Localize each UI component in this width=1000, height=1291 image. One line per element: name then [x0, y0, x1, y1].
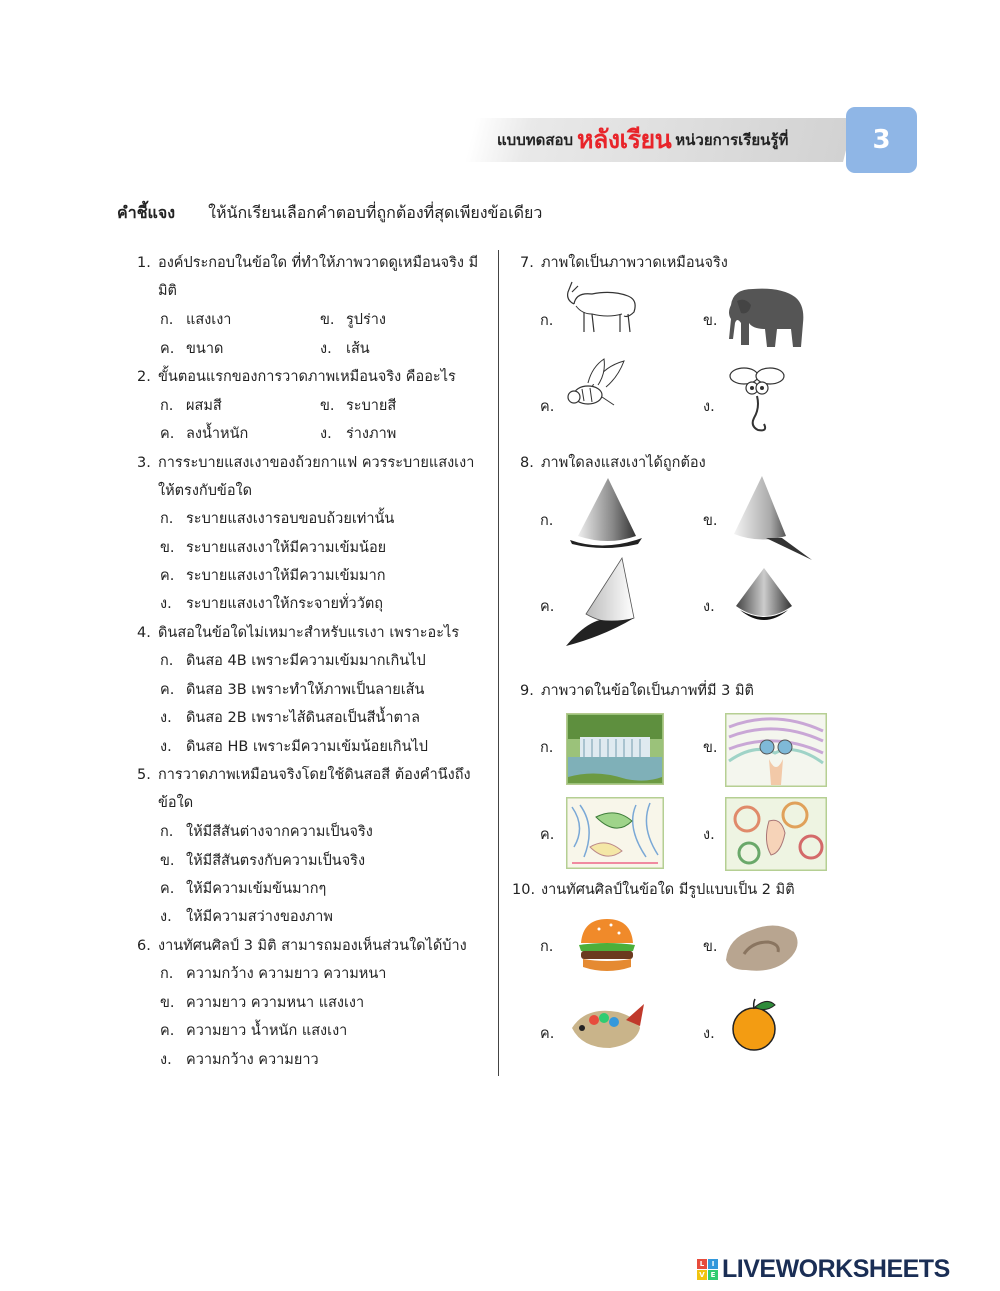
question-number: 7.: [520, 255, 534, 271]
option-q7-b-label[interactable]: ข.: [703, 313, 718, 329]
option-text: ผสมสี: [186, 398, 222, 414]
option-q10-d-label[interactable]: ง.: [703, 1026, 715, 1042]
option-q2-c[interactable]: [160, 420, 248, 448]
clay-fish-image[interactable]: [566, 998, 646, 1054]
question-text: ภาพใดลงแสงเงาได้ถูกต้อง: [541, 455, 706, 471]
question-text: [158, 932, 467, 960]
bee-cartoon-image[interactable]: [562, 357, 638, 419]
option-text: ลงน้ำหนัก: [186, 426, 249, 442]
option-q10-a-label[interactable]: ก.: [540, 939, 554, 955]
option-q6-c[interactable]: [160, 1017, 347, 1045]
liveworksheets-logo: [697, 1254, 950, 1284]
option-label: ข.: [320, 312, 335, 328]
question-text: ภาพวาดในข้อใดเป็นภาพที่มี 3 มิติ: [541, 683, 754, 699]
option-q9-b-label[interactable]: ข.: [703, 740, 718, 756]
question-number: 2.: [137, 369, 151, 385]
question-number: 9.: [520, 683, 534, 699]
option-text: เส้น: [346, 341, 370, 357]
animal-sketch-image[interactable]: [562, 278, 646, 338]
option-text: ระบายแสงเงาให้มีความเข้มน้อย: [186, 540, 387, 556]
option-text: ความยาว น้ำหนัก แสงเงา: [186, 1023, 348, 1039]
option-label: ก.: [160, 653, 174, 669]
question-line: ข้อใด: [158, 795, 194, 811]
option-q4-b[interactable]: [160, 676, 424, 704]
option-text: ความยาว ความหนา แสงเงา: [186, 995, 365, 1011]
question-line: ขั้นตอนแรกของการวาดภาพเหมือนจริง คืออะไร: [158, 369, 456, 385]
option-text: ความกว้าง ความยาว ความหนา: [186, 966, 387, 982]
question-text: [158, 249, 478, 305]
option-q6-b[interactable]: [160, 989, 364, 1017]
option-q2-a[interactable]: [160, 392, 222, 420]
option-q10-c-label[interactable]: ค.: [540, 1026, 555, 1042]
cone-shading-b-image[interactable]: [726, 474, 816, 564]
option-q8-d-label[interactable]: ง.: [703, 599, 715, 615]
option-text: รูปร่าง: [346, 312, 387, 328]
instruction-text: ให้นักเรียนเลือกคำตอบที่ถูกต้องที่สุดเพียงข้อเดียว: [208, 203, 543, 222]
question-text: [158, 363, 456, 391]
option-q2-b[interactable]: [320, 392, 396, 420]
header-title: [497, 118, 847, 162]
question-line: การระบายแสงเงาของถ้วยกาแฟ ควรระบายแสงเงา: [158, 455, 475, 471]
question-line: งานทัศนศิลป์ 3 มิติ สามารถมองเห็นส่วนใดได้บ้าง: [158, 938, 467, 954]
option-q5-a[interactable]: [160, 818, 373, 846]
unit-number-badge: 3: [846, 107, 917, 173]
cone-shading-a-image[interactable]: [564, 476, 644, 548]
question-text: ภาพใดเป็นภาพวาดเหมือนจริง: [541, 255, 728, 271]
option-text: ให้มีสีสันต่างจากความเป็นจริง: [186, 824, 373, 840]
instruction: [117, 201, 542, 226]
option-text: ให้มีความสว่างของภาพ: [186, 909, 333, 925]
option-q7-c-label[interactable]: ค.: [540, 399, 555, 415]
option-label: ง.: [320, 341, 332, 357]
brand-name: LIVEWORKSHEETS: [722, 1254, 950, 1283]
question-number: 8.: [520, 455, 534, 471]
pattern-line-art-image[interactable]: [566, 797, 664, 869]
logo-letter: L: [697, 1259, 707, 1269]
option-text: ดินสอ 4B เพราะมีความเข้มมากเกินไป: [186, 653, 426, 669]
orange-drawing-image[interactable]: [727, 997, 781, 1053]
option-q8-c-label[interactable]: ค.: [540, 599, 555, 615]
option-label: ง.: [160, 596, 172, 612]
option-label: ก.: [160, 824, 174, 840]
clay-swirl-image[interactable]: [722, 918, 802, 976]
column-divider: [498, 250, 499, 1076]
option-q7-d-label[interactable]: ง.: [703, 399, 715, 415]
waterfall-painting-image[interactable]: [566, 713, 664, 785]
question-number: 6.: [137, 938, 151, 954]
option-label: ค.: [160, 426, 175, 442]
option-q1-d[interactable]: [320, 335, 370, 363]
option-q8-a-label[interactable]: ก.: [540, 513, 554, 529]
question-number: 5.: [137, 767, 151, 783]
question-text: [158, 449, 474, 505]
option-text: ดินสอ HB เพราะมีความเข้มน้อยเกินไป: [186, 739, 428, 755]
option-q1-a[interactable]: [160, 306, 231, 334]
question-text: งานทัศนศิลป์ในข้อใด มีรูปแบบเป็น 2 มิติ: [541, 882, 795, 898]
option-label: ค.: [160, 682, 175, 698]
option-q9-a-label[interactable]: ก.: [540, 740, 554, 756]
option-label: ง.: [160, 739, 172, 755]
option-text: ระบายสี: [346, 398, 397, 414]
option-q3-a[interactable]: [160, 505, 394, 533]
option-q9-c-label[interactable]: ค.: [540, 827, 555, 843]
option-q4-c[interactable]: [160, 704, 420, 732]
cone-shading-c-image[interactable]: [564, 556, 644, 650]
option-text: ให้มีสีสันตรงกับความเป็นจริง: [186, 853, 366, 869]
logo-letter: I: [708, 1259, 718, 1269]
option-q2-d[interactable]: [320, 420, 396, 448]
logo-letter: E: [708, 1270, 718, 1280]
option-text: แสงเงา: [186, 312, 232, 328]
question-number: 10.: [512, 882, 536, 898]
option-q4-d[interactable]: [160, 733, 428, 761]
dragonfly-cartoon-image[interactable]: [724, 362, 790, 434]
option-label: ค.: [160, 341, 175, 357]
option-q1-c[interactable]: [160, 335, 223, 363]
option-text: ระบายแสงเงาให้มีความเข้มมาก: [186, 568, 386, 584]
option-q5-c[interactable]: [160, 875, 326, 903]
option-label: ก.: [160, 511, 174, 527]
question-text: [158, 619, 459, 647]
question-text: [158, 761, 471, 817]
question-line: ดินสอในข้อใดไม่เหมาะสำหรับแรเงา เพราะอะไร: [158, 625, 460, 641]
option-q3-d[interactable]: [160, 590, 383, 618]
option-text: ความกว้าง ความยาว: [186, 1052, 319, 1068]
option-label: ค.: [160, 568, 175, 584]
option-label: ง.: [160, 909, 172, 925]
option-q6-a[interactable]: [160, 960, 386, 988]
option-q5-b[interactable]: [160, 847, 365, 875]
option-label: ข.: [320, 398, 335, 414]
option-label: ค.: [160, 1023, 175, 1039]
option-label: ก.: [160, 966, 174, 982]
elephant-image[interactable]: [723, 283, 809, 353]
question-number: 3.: [137, 455, 151, 471]
option-text: ระบายแสงเงาให้กระจายทั่ววัตถุ: [186, 596, 384, 612]
option-text: ดินสอ 3B เพราะทำให้ภาพเป็นลายเส้น: [186, 682, 425, 698]
question-line: มิติ: [158, 283, 177, 299]
instruction-label: คำชี้แจง: [117, 203, 176, 222]
option-q4-a[interactable]: [160, 647, 426, 675]
option-text: ดินสอ 2B เพราะไส้ดินสอเป็นสีน้ำตาล: [186, 710, 420, 726]
question-line: การวาดภาพเหมือนจริงโดยใช้ดินสอสี ต้องคำนึงถึง: [158, 767, 471, 783]
header-suffix: หน่วยการเรียนรู้ที่: [675, 131, 789, 149]
option-q3-c[interactable]: [160, 562, 386, 590]
option-text: ขนาด: [186, 341, 224, 357]
option-q7-a-label[interactable]: ก.: [540, 313, 554, 329]
option-q1-b[interactable]: [320, 306, 386, 334]
option-label: ข.: [160, 853, 175, 869]
header-prefix: แบบทดสอบ: [497, 131, 574, 149]
option-q10-b-label[interactable]: ข.: [703, 939, 718, 955]
option-label: ค.: [160, 881, 175, 897]
option-label: ง.: [160, 710, 172, 726]
option-label: ง.: [320, 426, 332, 442]
option-text: ระบายแสงเงารอบขอบถ้วยเท่านั้น: [186, 511, 395, 527]
option-q8-b-label[interactable]: ข.: [703, 513, 718, 529]
fantasy-face-drawing-image[interactable]: [725, 713, 827, 787]
option-q5-d[interactable]: [160, 903, 333, 931]
logo-grid-icon: [697, 1259, 718, 1280]
option-text: ให้มีความเข้มข้นมากๆ: [186, 881, 327, 897]
option-label: ข.: [160, 995, 175, 1011]
option-label: ก.: [160, 398, 174, 414]
option-q3-b[interactable]: [160, 534, 386, 562]
question-number: 1.: [137, 255, 151, 271]
option-label: ก.: [160, 312, 174, 328]
option-text: ร่างภาพ: [346, 426, 397, 442]
question-number: 4.: [137, 625, 151, 641]
clay-burger-image[interactable]: [575, 915, 639, 977]
cone-shading-d-image[interactable]: [730, 566, 800, 626]
option-q6-d[interactable]: [160, 1046, 319, 1074]
header-highlight: หลังเรียน: [577, 125, 672, 154]
question-line: ให้ตรงกับข้อใด: [158, 483, 253, 499]
question-line: องค์ประกอบในข้อใด ที่ทำให้ภาพวาดดูเหมือนจริง มี: [158, 255, 479, 271]
logo-letter: V: [697, 1270, 707, 1280]
option-label: ง.: [160, 1052, 172, 1068]
flower-hair-drawing-image[interactable]: [725, 797, 827, 871]
option-q9-d-label[interactable]: ง.: [703, 827, 715, 843]
option-label: ข.: [160, 540, 175, 556]
